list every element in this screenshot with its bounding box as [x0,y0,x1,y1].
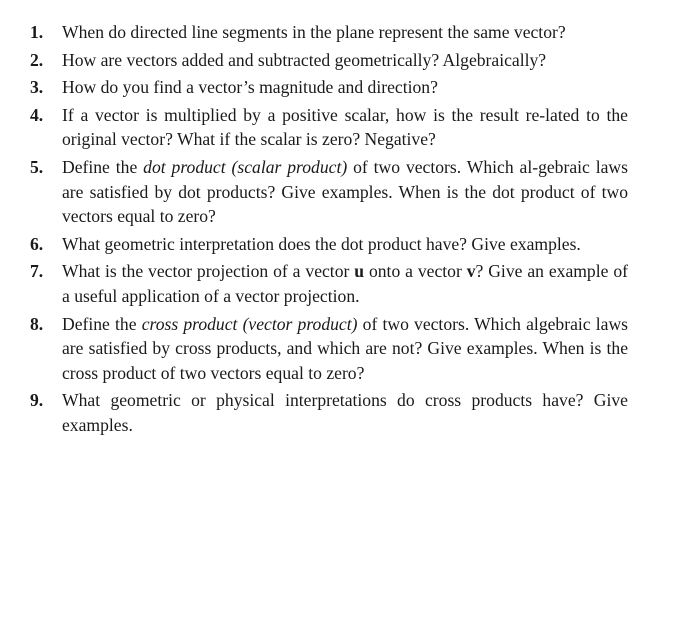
question-item [30,103,628,152]
question-text: If a vector is multiplied by a positive scalar, how is the result re-lated to the original vector? What if the scalar is zero? Negative? [62,104,628,150]
bold-vector-v: v [466,261,476,282]
question-item [30,259,628,308]
bold-vector-u: u [354,261,365,282]
question-item [30,20,628,45]
question-number: 1. [30,22,44,42]
question-number: 5. [30,156,44,177]
question-number: 2. [30,49,44,70]
question-item [30,155,628,229]
question-text: How do you find a vector’s magnitude and direction? [62,77,438,98]
question-text: How are vectors added and subtracted geometrically? Algebraically? [62,49,547,70]
question-number: 7. [30,261,44,282]
question-item [30,312,628,386]
question-number: 3. [30,77,44,98]
question-item [30,75,628,100]
italic-term: dot product (scalar product) [143,156,348,177]
question-number: 8. [30,313,44,334]
question-text: Define the dot product (scalar product) of two vectors. Which al-gebraic laws are satisfied by dot products? Give examples. When is the dot product of two vectors equal to zero? [62,156,628,227]
question-number: 4. [30,104,44,125]
question-number: 9. [30,390,44,411]
question-item [30,232,628,257]
question-text: What is the vector projection of a vector u onto a vector v? Give an example of a useful application of a vector projection. [62,261,628,306]
review-question-list [30,20,628,441]
question-number: 6. [30,233,44,254]
question-item [30,48,628,73]
question-text: When do directed line segments in the plane represent the same vector? [62,22,566,42]
italic-term: cross product (vector product) [141,313,358,334]
question-text: Define the cross product (vector product) of two vectors. Which algebraic laws are satisfied by cross products, and which are not? Give examples. When is the cross product of two vectors equal to zero? [62,313,628,383]
question-text: What geometric or physical interpretations do cross products have? Give examples. [62,390,628,435]
question-text: What geometric interpretation does the dot product have? Give examples. [62,233,581,254]
question-item [30,388,628,437]
